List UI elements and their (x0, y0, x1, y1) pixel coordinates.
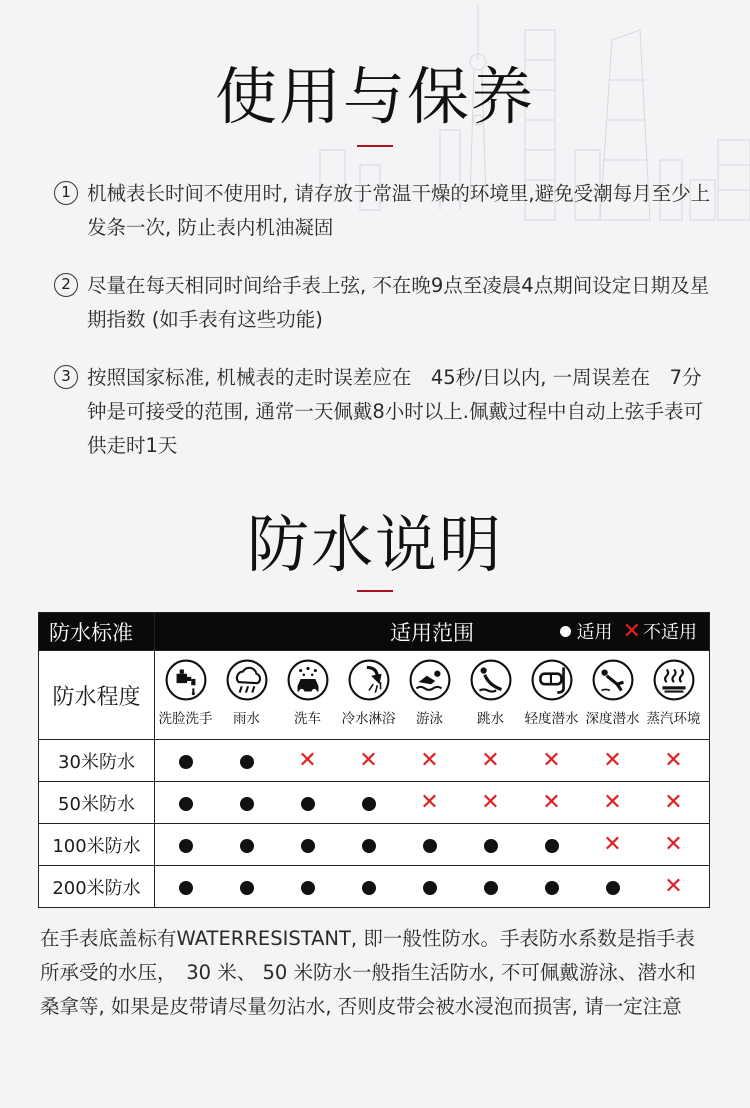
legend-yes: 适用 (576, 622, 613, 643)
row-label: 100米防水 (39, 824, 155, 866)
car-wash-icon (287, 659, 329, 701)
activity-steam (643, 659, 704, 727)
not-applicable-cross-icon: ✕ (359, 748, 378, 773)
applicable-dot-icon (399, 825, 460, 865)
diver-jump-icon (470, 659, 512, 701)
legend-dot-icon (560, 626, 571, 637)
applicable-dot-icon (277, 867, 338, 907)
table-row (39, 782, 710, 824)
applicable-dot-icon (155, 783, 216, 823)
activity-label: 深度潜水 (585, 711, 640, 727)
row-marks-cell (155, 866, 710, 908)
header-range-cell (155, 613, 710, 651)
waterproof-title-underline (357, 590, 393, 592)
not-applicable-cross-icon: ✕ (542, 790, 561, 815)
header-standard: 防水标准 (39, 613, 155, 651)
level-label: 防水程度 (39, 651, 155, 740)
waterproof-table (38, 612, 710, 908)
applicable-dot-icon (155, 867, 216, 907)
activity-label: 冷水淋浴 (341, 711, 396, 727)
applicable-dot-icon (338, 783, 399, 823)
not-applicable-cross-icon: ✕ (664, 832, 683, 857)
steam-icon (653, 659, 695, 701)
row-marks (155, 825, 709, 865)
row-marks-cell (155, 824, 710, 866)
applicable-dot-icon (399, 867, 460, 907)
activity-label: 跳水 (477, 711, 504, 727)
item-text: 机械表长时间不使用时, 请存放于常温干燥的环境里,避免受潮每月至少上发条一次, 防止表内机油凝固 (87, 182, 711, 239)
applicable-dot-icon (521, 825, 582, 865)
applicable-dot-icon (155, 741, 216, 781)
not-applicable-cross-icon: ✕ (664, 874, 683, 899)
applicable-dot-icon (216, 825, 277, 865)
not-applicable-cross-icon: ✕ (420, 790, 439, 815)
waterproof-title: 防水说明 (246, 508, 503, 581)
deep-diver-icon (592, 659, 634, 701)
activity-shower (338, 659, 399, 727)
activity-faucet (155, 659, 216, 727)
item-number: 3 (54, 365, 78, 389)
header-range: 适用范围 (390, 620, 474, 645)
care-item (54, 361, 714, 463)
faucet-icon (165, 659, 207, 701)
row-marks (155, 783, 709, 823)
activity-label: 雨水 (233, 711, 260, 727)
applicable-dot-icon (155, 825, 216, 865)
item-text: 尽量在每天相同时间给手表上弦, 不在晚9点至凌晨4点期间设定日期及星期指数 (如手表有这些功能) (87, 274, 710, 331)
activity-icons (155, 651, 709, 739)
care-title-underline (357, 145, 393, 147)
not-applicable-cross-icon: ✕ (603, 790, 622, 815)
applicable-dot-icon (216, 867, 277, 907)
applicable-dot-icon (521, 867, 582, 907)
activity-diver-jump (460, 659, 521, 727)
legend-no: 不适用 (643, 622, 697, 643)
shower-icon (348, 659, 390, 701)
row-label: 30米防水 (39, 740, 155, 782)
activity-label: 洗脸洗手 (158, 711, 213, 727)
care-list (54, 177, 714, 487)
applicable-dot-icon (277, 783, 338, 823)
care-title: 使用与保养 (214, 60, 535, 133)
item-number: 1 (54, 181, 78, 205)
activity-label: 游泳 (416, 711, 443, 727)
activity-label: 洗车 (294, 711, 321, 727)
row-marks (155, 741, 709, 781)
applicable-dot-icon (460, 825, 521, 865)
row-marks (155, 867, 709, 907)
table-row (39, 824, 710, 866)
applicable-dot-icon (338, 825, 399, 865)
applicable-dot-icon (338, 867, 399, 907)
applicable-dot-icon (277, 825, 338, 865)
not-applicable-cross-icon: ✕ (481, 748, 500, 773)
table-row (39, 866, 710, 908)
care-item (54, 177, 714, 245)
activity-label: 轻度潜水 (524, 711, 579, 727)
not-applicable-cross-icon: ✕ (603, 832, 622, 857)
activity-deep-diver (582, 659, 643, 727)
applicable-dot-icon (582, 867, 643, 907)
waterproof-note: 在手表底盖标有WATERRESISTANT, 即一般性防水。手表防水系数是指手表所承受的水压， 30 米、 50 米防水一般指生活防水, 不可佩戴游泳、潜水和桑拿等, 如果是皮带请尽量勿沾水, 否则皮带会被水浸泡而损害, 请一定注意 (40, 927, 696, 1018)
row-marks-cell (155, 782, 710, 824)
item-text: 按照国家标准, 机械表的走时误差应在 45秒/日以内, 一周误差在 7分钟是可接受的范围, 通常一天佩戴8小时以上.佩戴过程中自动上弦手表可供走时1天 (87, 366, 704, 457)
not-applicable-cross-icon: ✕ (542, 748, 561, 773)
activity-icon-row (39, 651, 710, 740)
not-applicable-cross-icon: ✕ (664, 790, 683, 815)
rain-cloud-icon (226, 659, 268, 701)
legend (560, 613, 697, 651)
not-applicable-cross-icon: ✕ (298, 748, 317, 773)
activity-icons-cell (155, 651, 710, 740)
not-applicable-cross-icon: ✕ (603, 748, 622, 773)
activity-swimmer (399, 659, 460, 727)
row-marks-cell (155, 740, 710, 782)
row-label: 200米防水 (39, 866, 155, 908)
legend-cross-icon: ✕ (622, 619, 641, 644)
activity-car-wash (277, 659, 338, 727)
activity-label: 蒸汽环境 (646, 711, 701, 727)
applicable-dot-icon (460, 867, 521, 907)
table-header-row (39, 613, 710, 651)
row-label: 50米防水 (39, 782, 155, 824)
swimmer-icon (409, 659, 451, 701)
care-item (54, 269, 714, 337)
snorkel-mask-icon (531, 659, 573, 701)
not-applicable-cross-icon: ✕ (664, 748, 683, 773)
not-applicable-cross-icon: ✕ (481, 790, 500, 815)
not-applicable-cross-icon: ✕ (420, 748, 439, 773)
table-row (39, 740, 710, 782)
item-number: 2 (54, 273, 78, 297)
activity-rain-cloud (216, 659, 277, 727)
applicable-dot-icon (216, 741, 277, 781)
activity-snorkel-mask (521, 659, 582, 727)
applicable-dot-icon (216, 783, 277, 823)
